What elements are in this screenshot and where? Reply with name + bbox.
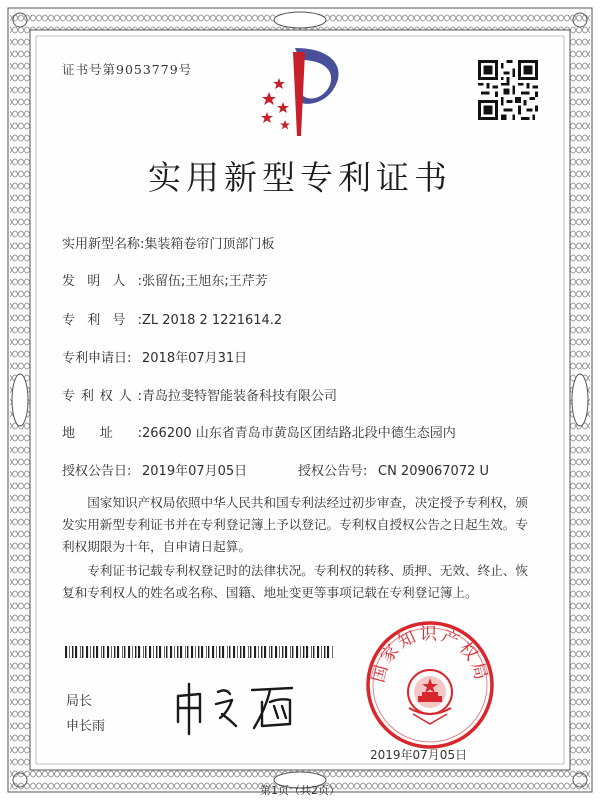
signer-title: 局长	[66, 694, 93, 709]
address-value: 266200 山东省青岛市黄岛区团结路北段中德生态园内	[142, 426, 456, 441]
handwritten-signature	[170, 678, 310, 738]
page-number: 第1页（共2页）	[260, 784, 340, 797]
inventor-row	[62, 270, 268, 289]
grant-statement-paragraph: 国家知识产权局依照中华人民共和国专利法经过初步审查，决定授予专利权，颁发实用新型专利证书并在专利登记簿上予以登记。专利权自授权公告之日起生效。专利权期限为十年，自申请日起算。	[62, 495, 528, 554]
inventor-label: 发明人:	[62, 274, 142, 289]
patentee-label: 专利权人:	[62, 389, 142, 404]
certificate-title: 实用新型专利证书	[148, 158, 452, 197]
grant-date-value: 2019年07月05日	[142, 464, 248, 479]
barcode-icon	[65, 646, 335, 658]
qr-code-icon	[478, 60, 538, 120]
grant-number-row	[298, 460, 489, 479]
patentee-value: 青岛拉斐特智能装备科技有限公司	[142, 389, 338, 404]
grant-number-value: CN 209067072 U	[378, 464, 490, 479]
official-seal-icon	[365, 620, 495, 750]
signer-name: 申长雨	[66, 719, 106, 734]
utility-model-name-row	[62, 233, 274, 252]
patent-number-label: 专利号:	[62, 313, 142, 328]
filing-date-label: 专利申请日:	[62, 351, 132, 366]
utility-model-name-label: 实用新型名称:	[62, 237, 145, 252]
cnipa-logo-icon	[255, 40, 350, 140]
seal-date: 2019年07月05日	[370, 748, 468, 762]
grant-date-row	[62, 460, 247, 479]
filing-date-value: 2018年07月31日	[142, 351, 248, 366]
utility-model-name-value: 集装箱卷帘门顶部门板	[144, 237, 275, 252]
certificate-number: 证书号第9053779号	[62, 62, 193, 77]
legal-status-paragraph: 专利证书记载专利权登记时的法律状况。专利权的转移、质押、无效、终止、恢复和专利权人的姓名或名称、国籍、地址变更等事项记载在专利登记簿上。	[62, 563, 528, 600]
patentee-row	[62, 385, 337, 404]
grant-date-label: 授权公告日:	[62, 464, 132, 479]
patent-number-row	[62, 309, 282, 328]
inventor-value: 张留伍;王旭东;王芹芳	[142, 274, 268, 289]
grant-number-label: 授权公告号:	[298, 464, 368, 479]
filing-date-row	[62, 347, 247, 366]
svg-text:国家知识产权局: 国家知识产权局	[368, 624, 492, 685]
patent-number-value: ZL 2018 2 1221614.2	[142, 313, 283, 328]
address-row	[62, 422, 456, 441]
address-label: 地址:	[62, 426, 142, 441]
